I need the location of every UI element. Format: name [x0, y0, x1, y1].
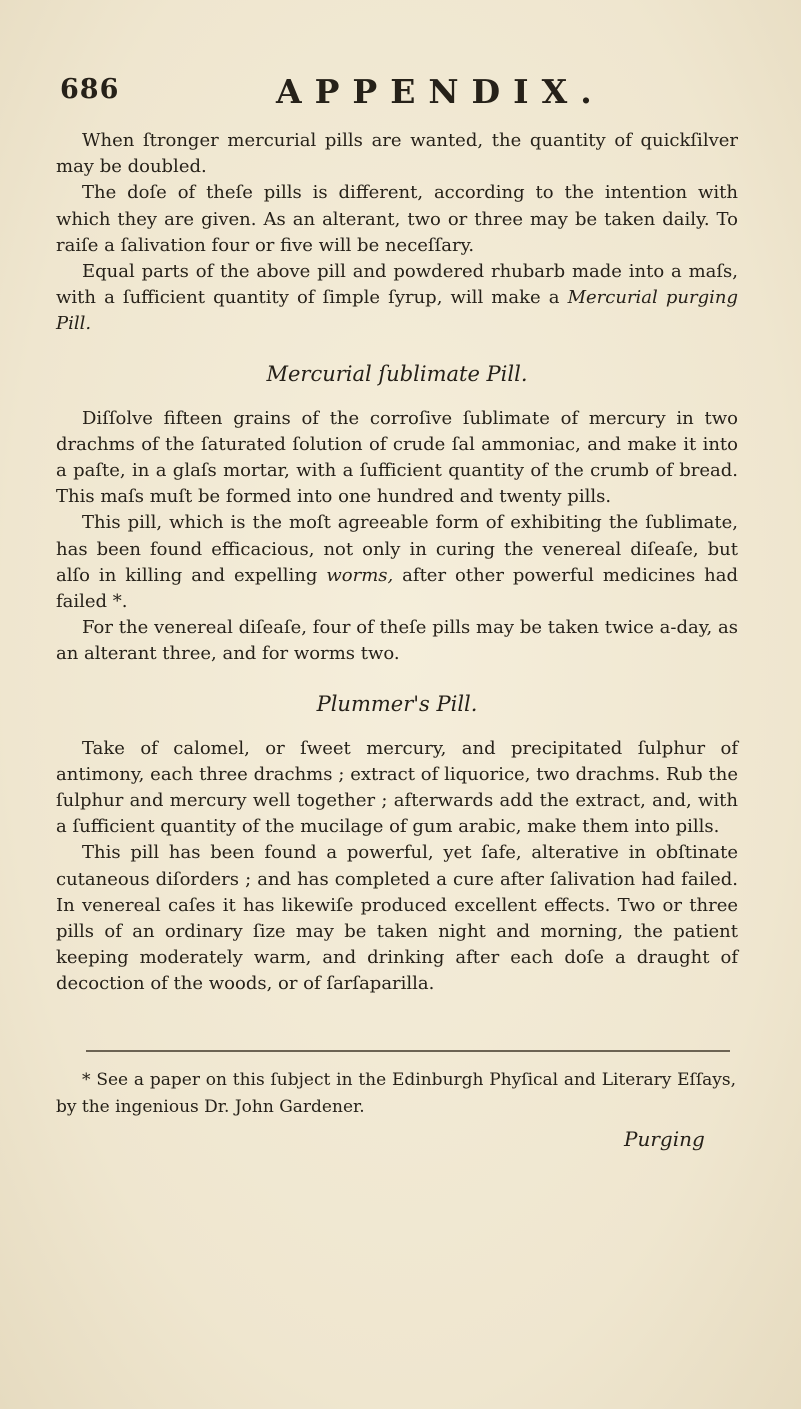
paragraph-agreeable-form-end: after other powerful medicines had failed *.: [56, 564, 738, 613]
paragraph-agreeable-form: [56, 510, 738, 615]
footnote-rule: [86, 1050, 730, 1052]
page-number: 686: [60, 74, 120, 105]
page-body: [56, 128, 738, 998]
paragraph-dose: The doſe of theſe pills is different, according to the intention with which they are given. As an alterant, two or three may be taken daily. To raiſe a ſalivation four or five will be neceſſary.: [56, 182, 738, 256]
heading-plummers-pill: Plummer's Pill.: [316, 691, 478, 716]
paragraph-venereal-dose: For the venereal diſeaſe, four of theſe pills may be taken twice a-day, as an alterant three, and for worms two.: [56, 617, 738, 665]
paragraph-alterative: This pill has been found a powerful, yet ſafe, alterative in obſtinate cutaneous diſorders ; and has completed a cure after ſalivation had failed. In venereal caſes it has likewiſe produced excellent effects. Two or three pills of an ordinary ſize may be taken night and morning, the patient keeping moderately warm, and drinking after each doſe a draught of decoction of the woods, or of ſarſaparilla.: [56, 842, 738, 995]
paragraph-agreeable-form-italic: worms,: [326, 564, 394, 586]
paragraph-calomel: Take of calomel, or ſweet mercury, and precipitated ſulphur of antimony, each three drachms ; extract of liquorice, two drachms. Rub the ſulphur and mercury well together ; afterwards add the extract, and, with a ſufficient quantity of the mucilage of gum arabic, make them into pills.: [56, 737, 738, 838]
paragraph-stronger-pills: When ſtronger mercurial pills are wanted, the quantity of quickſilver may be doubled.: [56, 130, 738, 178]
paragraph-dissolve: Diſſolve fifteen grains of the corroſive ſublimate of mercury in two drachms of the ſaturated ſolution of crude ſal ammoniac, and make it into a paſte, in a glaſs mortar, with a ſufficient quantity of the crumb of bread. This maſs muſt be formed into one hundred and twenty pills.: [56, 407, 738, 508]
paragraph-purging-pill-text: Equal parts of the above pill and powdered rhubarb made into a maſs, with a ſufficient quantity of ſimple ſyrup, will make a: [56, 261, 738, 309]
footnote-text: * See a paper on this ſubject in the Edinburgh Phyſical and Literary Eſſays, by the ingenious Dr. John Gardener.: [56, 1070, 736, 1117]
catchword: Purging: [624, 1127, 705, 1151]
page-header: [60, 72, 760, 112]
paragraph-purging-pill: [56, 259, 738, 338]
footnote: [56, 1067, 736, 1121]
paragraph-purging-pill-italic: Mercurial purging Pill.: [56, 287, 738, 335]
paragraph-agreeable-form-text: This pill, which is the moſt agreeable form of exhibiting the ſublimate, has been found efficacious, not only in curing the venereal diſeaſe, but alſo in killing and expelling: [56, 512, 738, 586]
heading-sublimate-pill: Mercurial ſublimate Pill.: [266, 361, 528, 386]
running-head: APPENDIX.: [276, 72, 605, 111]
